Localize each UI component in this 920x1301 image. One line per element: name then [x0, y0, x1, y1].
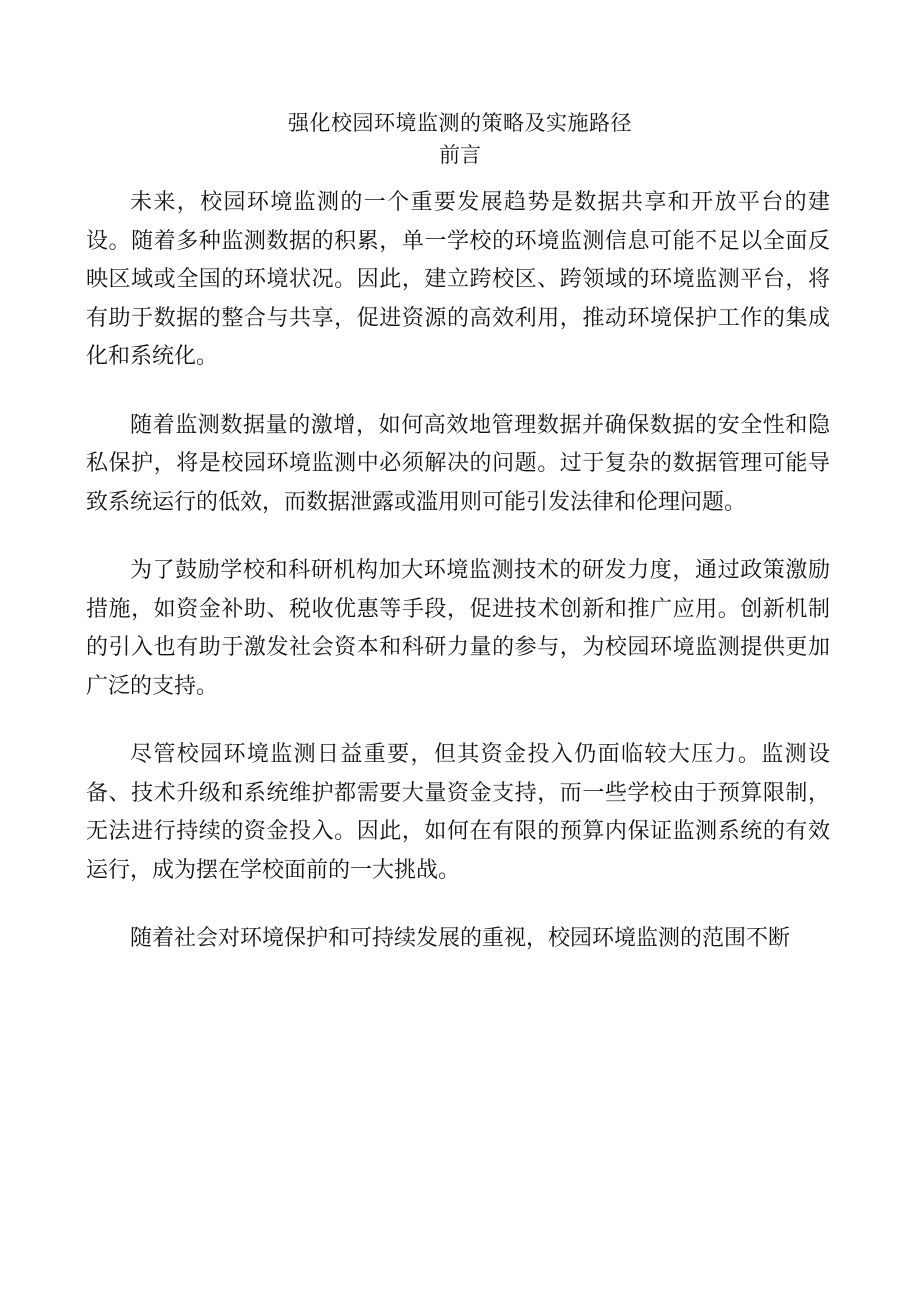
paragraph-4: 尽管校园环境监测日益重要，但其资金投入仍面临较大压力。监测设备、技术升级和系统维护都需要大量资金支持，而一些学校由于预算限制，无法进行持续的资金投入。因此，如何在有限的预算内保证监测系统的有效运行，成为摆在学校面前的一大挑战。: [86, 742, 830, 883]
document-body: [86, 184, 830, 989]
paragraph-2: 随着监测数据量的激增，如何高效地管理数据并确保数据的安全性和隐私保护，将是校园环境监测中必须解决的问题。过于复杂的数据管理可能导致系统运行的低效，而数据泄露或滥用则可能引发法律和伦理问题。: [86, 412, 830, 515]
section-heading-preface: 前言: [439, 143, 481, 167]
paragraph-1: 未来，校园环境监测的一个重要发展趋势是数据共享和开放平台的建设。随着多种监测数据的积累，单一学校的环境监测信息可能不足以全面反映区域或全国的环境状况。因此，建立跨校区、跨领域的环境监测平台，将有助于数据的整合与共享，促进资源的高效利用，推动环境保护工作的集成化和系统化。: [86, 190, 830, 369]
document-title: 强化校园环境监测的策略及实施路径: [288, 111, 632, 135]
paragraph-5: 随着社会对环境保护和可持续发展的重视，校园环境监测的范围不断: [130, 926, 791, 951]
paragraph-3: 为了鼓励学校和科研机构加大环境监测技术的研发力度，通过政策激励措施，如资金补助、税收优惠等手段，促进技术创新和推广应用。创新机制的引入也有助于激发社会资本和科研力量的参与，为校园环境监测提供更加广泛的支持。: [86, 558, 830, 699]
